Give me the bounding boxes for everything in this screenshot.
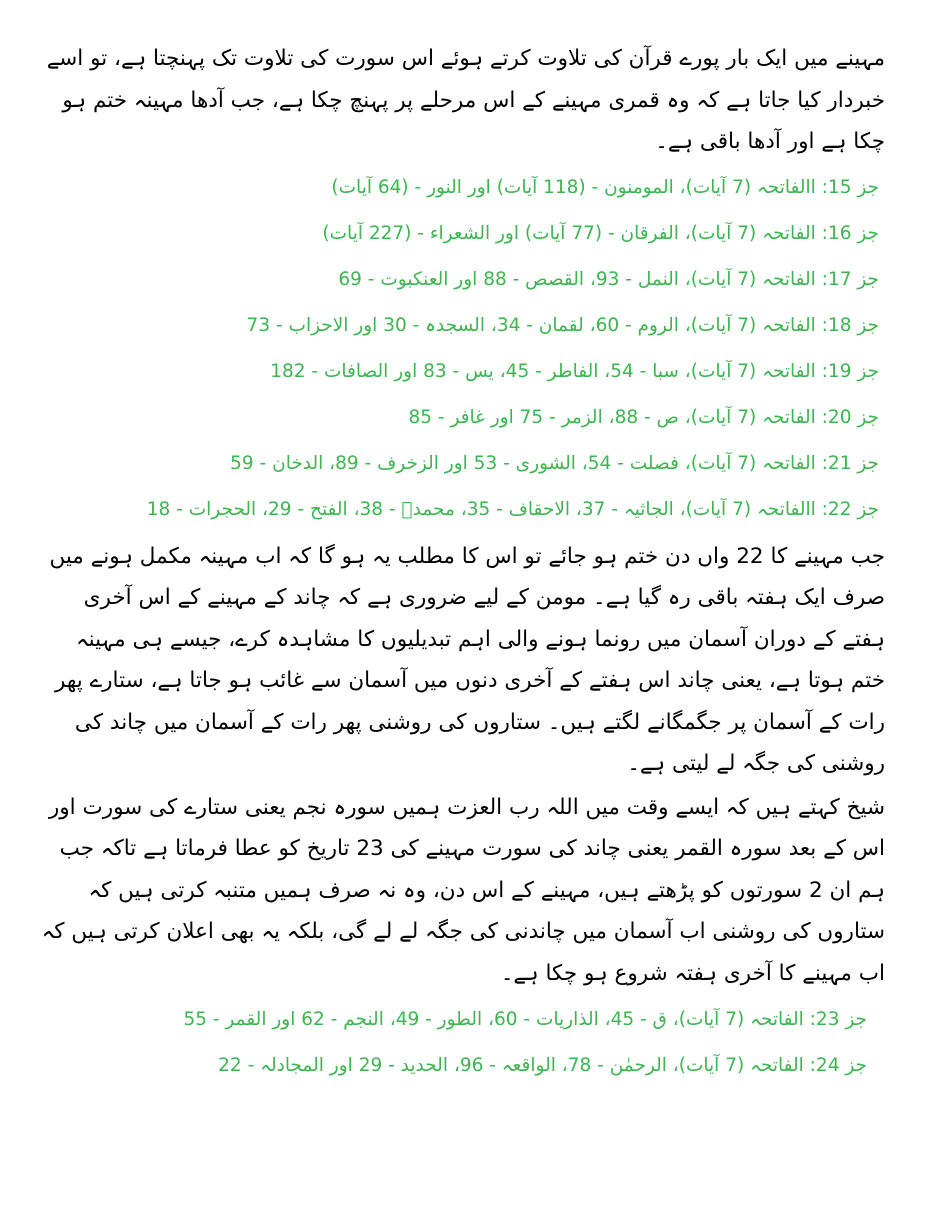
juz-23-line: جز 23: الفاتحہ (7 آیات)، ق - 45، الذاریات - 60، الطور - 49، النجم - 62 اور القمر - 55	[183, 1009, 867, 1030]
juz-21-line: جز 21: الفاتحہ (7 آیات)، فصلت - 54، الشوری - 53 اور الزخرف - 89، الدخان - 59	[230, 452, 879, 474]
juz-16-line: جز 16: الفاتحہ (7 آیات)، الفرقان - (77 آیات) اور الشعراء - (227 آیات)	[322, 222, 879, 244]
intro-paragraph: مہینے میں ایک بار پورے قرآن کی تلاوت کرتے ہوئے اس سورت کی تلاوت تک پہنچتا ہے، تو اسے خبردار کیا جاتا ہے کہ وہ قمری مہینے کے اس مرحلے پر پہنچ چکا ہے، جب آدھا مہینہ ختم ہو چکا ہے اور آدھا باقی ہے۔	[46, 46, 885, 154]
juz-20-line: جز 20: الفاتحہ (7 آیات)، ص - 88، الزمر - 75 اور غافر - 85	[408, 406, 879, 428]
sheikh-paragraph: شیخ کہتے ہیں کہ ایسے وقت میں اللہ رب العزت ہمیں سورہ نجم یعنی ستارے کی سورت اور اس کے بعد سورہ القمر یعنی چاند کی سورت مہینے کی 23 تاریخ کو عطا فرماتا ہے تاکہ جب ہم ان 2 سورتوں کو پڑھتے ہیں، مہینے کے اس دن، وہ نہ صرف ہمیں متنبہ کرتی ہیں کہ ستاروں کی روشنی اب آسمان میں چاندنی کی جگہ لے لے گی، بلکہ یہ بھی اعلان کرتی ہیں کہ اب مہینے کا آخری ہفتہ شروع ہو چکا ہے۔	[41, 794, 885, 986]
juz-list-first	[40, 175, 885, 523]
week-end-paragraph: جب مہینے کا 22 واں دن ختم ہو جائے تو اس کا مطلب یہ ہو گا کہ اب مہینہ مکمل ہونے میں صرف ایک ہفتہ باقی رہ گیا ہے۔ مومن کے لیے ضروری ہے کہ چاند کے مہینے کے اس آخری ہفتے کے دوران آسمان میں رونما ہونے والی اہم تبدیلیوں کا مشاہدہ کرے، جیسے ہی مہینہ ختم ہوتا ہے، یعنی چاند اس ہفتے کے آخری دنوں میں آسمان سے غائب ہو جاتا ہے، ستارے پھر رات کے آسمان پر جگمگانے لگتے ہیں۔ ستاروں کی روشنی پھر رات کے آسمان میں چاند کی روشنی کی جگہ لے لیتی ہے۔	[49, 543, 885, 776]
juz-15-line: جز 15: االفاتحہ (7 آیات)، المومنون - (118 آیات) اور النور - (64 آیات)	[331, 176, 879, 198]
juz-17-line: جز 17: الفاتحہ (7 آیات)، النمل - 93، القصص - 88 اور العنکبوت - 69	[338, 268, 879, 290]
juz-19-line: جز 19: الفاتحہ (7 آیات)، سبا - 54، الفاطر - 45، یس - 83 اور الصافات - 182	[270, 360, 879, 382]
juz-22-line: جز 22: االفاتحہ (7 آیات)، الجاثیہ - 37، الاحقاف - 35، محمدؐ - 38، الفتح - 29، الحجرات - 18	[146, 498, 879, 520]
juz-list-second	[40, 1007, 885, 1079]
juz-24-line: جز 24: الفاتحہ (7 آیات)، الرحمٰن - 78، الواقعہ - 96، الحدید - 29 اور المجادلہ - 22	[218, 1055, 867, 1076]
juz-18-line: جز 18: الفاتحہ (7 آیات)، الروم - 60، لقمان - 34، السجدہ - 30 اور الاحزاب - 73	[246, 314, 879, 336]
